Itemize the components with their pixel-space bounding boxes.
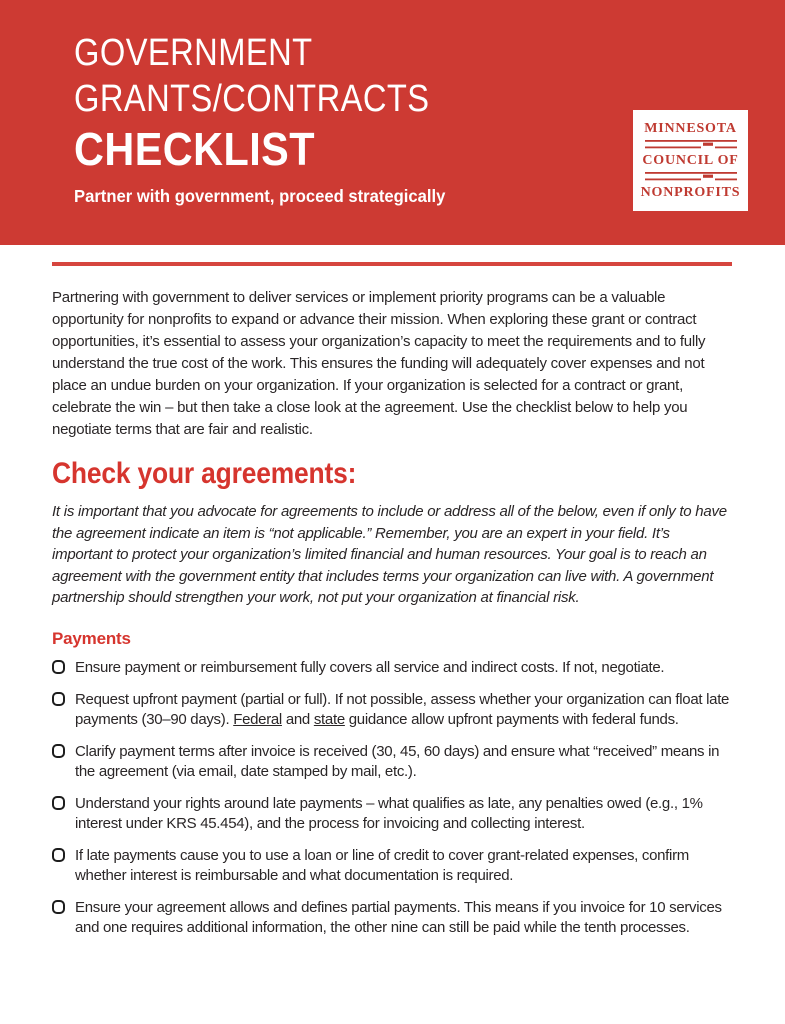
checkbox[interactable] [52, 660, 65, 674]
text-segment: Understand your rights around late payments – what qualifies as late, any penalties owed (e.g., 1% interest under KRS 45.454), and the process for invoicing and collecting interest. [75, 794, 703, 832]
checklist-item [52, 658, 733, 678]
link[interactable]: Federal [233, 710, 282, 728]
logo-divider-icon [645, 172, 737, 181]
checkbox[interactable] [52, 744, 65, 758]
doc-title-line1: GOVERNMENT [74, 32, 313, 74]
doc-title-row [74, 122, 487, 176]
divider-line [52, 262, 732, 266]
doc-title-row [74, 30, 487, 76]
checklist-item [52, 794, 733, 834]
doc-subtitle: Partner with government, proceed strategically [74, 186, 446, 206]
checkbox[interactable] [52, 848, 65, 862]
checklist-item-text [75, 659, 664, 676]
title-block [74, 30, 487, 207]
payments-checklist [52, 658, 733, 938]
logo-divider-icon [645, 140, 737, 149]
doc-subtitle-row [74, 186, 487, 207]
doc-title-row [74, 76, 487, 122]
checkbox[interactable] [52, 796, 65, 810]
logo-text-nonprofits: NONPROFITS [640, 185, 741, 200]
checklist-item [52, 846, 733, 886]
intro-paragraph: Partnering with government to deliver services or implement priority programs can be a valuable opportunity for nonprofits to expand or advance their mission. When exploring these grant or contract opportunities, it’s essential to assess your organization’s capacity to meet the requirements and to fully understand the true cost of the work. This ensures the funding will adequately cover expenses and not place an undue burden on your organization. If your organization is selected for a contract or grant, celebrate the win – but then take a close look at the agreement. Use the checklist below to help you negotiate terms that are fair and realistic. [52, 289, 706, 438]
text-segment: and [281, 710, 314, 728]
checklist-item [52, 742, 733, 782]
checklist-item-text [75, 847, 689, 884]
checklist-item-text [75, 795, 703, 832]
logo-text-minnesota: MINNESOTA [644, 121, 737, 136]
subsection-heading-payments: Payments [52, 628, 131, 648]
checklist-item-text [75, 899, 722, 936]
header-banner [0, 0, 785, 245]
text-segment: Ensure payment or reimbursement fully covers all service and indirect costs. If not, negotiate. [75, 658, 665, 676]
section-heading [52, 457, 733, 495]
doc-title-line2: GRANTS/CONTRACTS [74, 78, 430, 120]
text-segment: If late payments cause you to use a loan or line of credit to cover grant-related expenses, confirm whether interest is reimbursable and what documentation is required. [75, 846, 689, 884]
document-body [52, 287, 733, 950]
doc-title-line3: CHECKLIST [74, 123, 315, 175]
text-segment: Ensure your agreement allows and defines partial payments. This means if you invoice for 10 services and one requires additional information, the other nine can still be paid while the tenth processes. [75, 898, 722, 936]
text-segment: Request upfront payment (partial or full). If not possible, assess whether your organization can float late payments (30–90 days). [75, 690, 730, 728]
checkbox[interactable] [52, 900, 65, 914]
mcn-logo [633, 110, 748, 211]
checklist-item [52, 898, 733, 938]
checklist-item [52, 690, 733, 730]
link[interactable]: state [313, 710, 345, 728]
checklist-item-text [75, 691, 729, 728]
checklist-item-text [75, 743, 719, 780]
text-segment: guidance allow upfront payments with federal funds. [344, 710, 679, 728]
section-heading-text: Check your agreements: [52, 457, 357, 490]
checkbox[interactable] [52, 692, 65, 706]
text-segment: Clarify payment terms after invoice is received (30, 45, 60 days) and ensure what “received” means in the agreement (via email, date stamped by mail, etc.). [75, 742, 720, 780]
logo-text-council-of: COUNCIL OF [642, 153, 739, 168]
section-intro-paragraph: It is important that you advocate for agreements to include or address all of the below, even if only to have the agreement indicate an item is “not applicable.” Remember, you are an expert in your field. It’s important to protect your organization’s limited financial and human resources. Your goal is to reach an agreement with the government entity that includes terms your organization can live with. A government partnership should strengthen your work, not put your organization at financial risk. [52, 503, 727, 606]
